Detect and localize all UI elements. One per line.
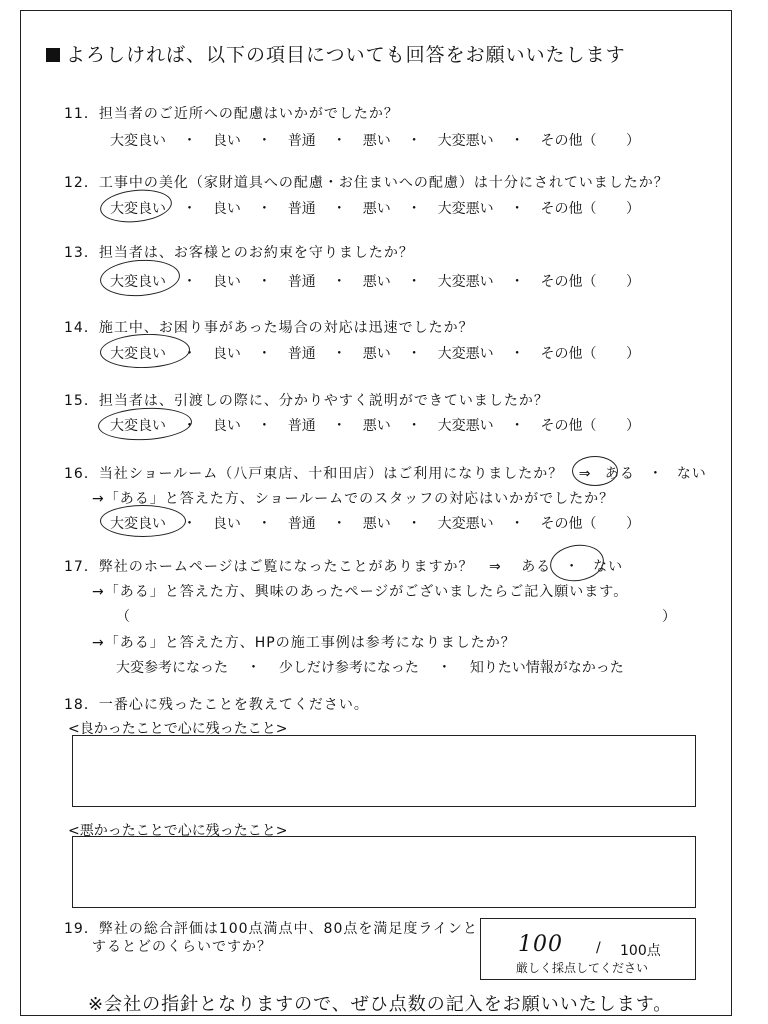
options-14: 大変良い ・ 良い ・ 普通 ・ 悪い ・ 大変悪い ・ その他（ — [110, 346, 597, 362]
paren-close: ） — [662, 609, 676, 625]
answer-no[interactable]: ない — [593, 559, 624, 575]
option-good[interactable]: 良い — [212, 418, 241, 434]
option-other[interactable]: その他（ — [540, 418, 597, 434]
paren-close: ） — [626, 201, 640, 217]
question-17-followup-1: →「ある」と答えた方、興味のあったページがございましたらご記入願います。 — [92, 584, 629, 600]
option-other[interactable]: その他（ — [540, 516, 597, 532]
option-good[interactable]: 良い — [212, 516, 241, 532]
paren-close: ） — [626, 133, 640, 149]
page-title — [46, 40, 626, 67]
option-very-good[interactable]: 大変良い — [110, 346, 166, 362]
good-memory-box[interactable] — [72, 735, 696, 807]
bad-memory-box[interactable] — [72, 836, 696, 908]
option-normal[interactable]: 普通 — [287, 274, 316, 290]
question-14: 14．施工中、お困り事があった場合の対応は迅速でしたか？ — [64, 320, 474, 336]
answer-yes[interactable]: ある — [521, 559, 552, 575]
score-value: 100 — [518, 932, 563, 957]
question-17-followup-2: →「ある」と答えた方、HPの施工事例は参考になりましたか？ — [92, 635, 516, 651]
option-bad[interactable]: 悪い — [362, 516, 391, 532]
option-good[interactable]: 良い — [212, 274, 241, 290]
options-17: 大変参考になった ・ 少しだけ参考になった ・ 知りたい情報がなかった — [116, 660, 624, 676]
option-very-helpful[interactable]: 大変参考になった — [116, 660, 228, 676]
good-memory-label: <良かったことで心に残ったこと> — [68, 721, 288, 737]
option-very-good[interactable]: 大変良い — [110, 418, 166, 434]
option-normal[interactable]: 普通 — [287, 201, 316, 217]
option-good[interactable]: 良い — [212, 201, 241, 217]
question-19-line-1: 19．弊社の総合評価は100点満点中、80点を満足度ラインと — [64, 921, 478, 937]
option-bad[interactable]: 悪い — [362, 133, 391, 149]
paren-close: ） — [626, 516, 640, 532]
question-13: 13．担当者は、お客様とのお約束を守りましたか？ — [64, 245, 414, 261]
header-text: よろしければ、以下の項目についても回答をお願いいたします — [66, 44, 626, 66]
option-very-bad[interactable]: 大変悪い — [437, 133, 494, 149]
options-13: 大変良い ・ 良い ・ 普通 ・ 悪い ・ 大変悪い ・ その他（ — [110, 274, 597, 290]
question-15: 15．担当者は、引渡しの際に、分かりやすく説明ができていましたか？ — [64, 393, 549, 409]
options-15: 大変良い ・ 良い ・ 普通 ・ 悪い ・ 大変悪い ・ その他（ — [110, 418, 597, 434]
score-note: 厳しく採点してください — [516, 961, 649, 975]
options-12: 大変良い ・ 良い ・ 普通 ・ 悪い ・ 大変悪い ・ その他（ — [110, 201, 597, 217]
option-very-bad[interactable]: 大変悪い — [437, 201, 494, 217]
option-other[interactable]: その他（ — [540, 346, 597, 362]
question-19-line-2: するとどのくらいですか？ — [92, 939, 272, 955]
option-normal[interactable]: 普通 — [287, 133, 316, 149]
option-very-good[interactable]: 大変良い — [110, 133, 166, 149]
options-11: 大変良い ・ 良い ・ 普通 ・ 悪い ・ 大変悪い ・ その他（ — [110, 133, 597, 149]
question-12: 12．工事中の美化（家財道具への配慮・お住まいへの配慮）は十分にされていましたか？ — [64, 175, 669, 191]
square-bullet-icon — [46, 48, 60, 62]
options-16: 大変良い ・ 良い ・ 普通 ・ 悪い ・ 大変悪い ・ その他（ — [110, 516, 597, 532]
option-other[interactable]: その他（ — [540, 274, 597, 290]
question-11: 11．担当者のご近所への配慮はいかがでしたか？ — [64, 106, 399, 122]
option-very-bad[interactable]: 大変悪い — [437, 346, 494, 362]
option-very-bad[interactable]: 大変悪い — [437, 274, 494, 290]
option-bad[interactable]: 悪い — [362, 201, 391, 217]
option-very-good[interactable]: 大変良い — [110, 516, 166, 532]
question-16: 16．当社ショールーム（八戸東店、十和田店）はご利用になりましたか？ ⇒ ある ・ ない — [64, 466, 707, 482]
question-17: 17．弊社のホームページはご覧になったことがありますか？ ⇒ ある ・ ない — [64, 559, 624, 575]
selection-circle — [572, 456, 618, 486]
option-normal[interactable]: 普通 — [287, 346, 316, 362]
bad-memory-label: <悪かったことで心に残ったこと> — [68, 823, 288, 839]
paren-close: ） — [626, 274, 640, 290]
score-slash: / — [596, 940, 601, 956]
paren-open: （ — [116, 609, 130, 625]
score-max: 100点 — [620, 943, 661, 959]
option-very-bad[interactable]: 大変悪い — [437, 418, 494, 434]
paren-close: ） — [626, 346, 640, 362]
option-very-good[interactable]: 大変良い — [110, 274, 166, 290]
selection-circle — [100, 505, 186, 537]
option-other[interactable]: その他（ — [540, 133, 597, 149]
option-slightly-helpful[interactable]: 少しだけ参考になった — [278, 660, 419, 676]
option-not-helpful[interactable]: 知りたい情報がなかった — [469, 660, 624, 676]
answer-no[interactable]: ない — [676, 466, 707, 482]
footer-note: ※会社の指針となりますので、ぜひ点数の記入をお願いいたします。 — [88, 994, 673, 1015]
option-bad[interactable]: 悪い — [362, 346, 391, 362]
paren-close: ） — [626, 418, 640, 434]
option-normal[interactable]: 普通 — [287, 418, 316, 434]
answer-yes[interactable]: ある — [604, 466, 635, 482]
option-very-good[interactable]: 大変良い — [110, 201, 166, 217]
option-other[interactable]: その他（ — [540, 201, 597, 217]
option-normal[interactable]: 普通 — [287, 516, 316, 532]
option-bad[interactable]: 悪い — [362, 274, 391, 290]
question-16-followup: →「ある」と答えた方、ショールームでのスタッフの対応はいかがでしたか？ — [92, 491, 615, 507]
option-good[interactable]: 良い — [212, 346, 241, 362]
option-good[interactable]: 良い — [212, 133, 241, 149]
option-very-bad[interactable]: 大変悪い — [437, 516, 494, 532]
option-bad[interactable]: 悪い — [362, 418, 391, 434]
question-18: 18．一番心に残ったことを教えてください。 — [64, 697, 369, 713]
